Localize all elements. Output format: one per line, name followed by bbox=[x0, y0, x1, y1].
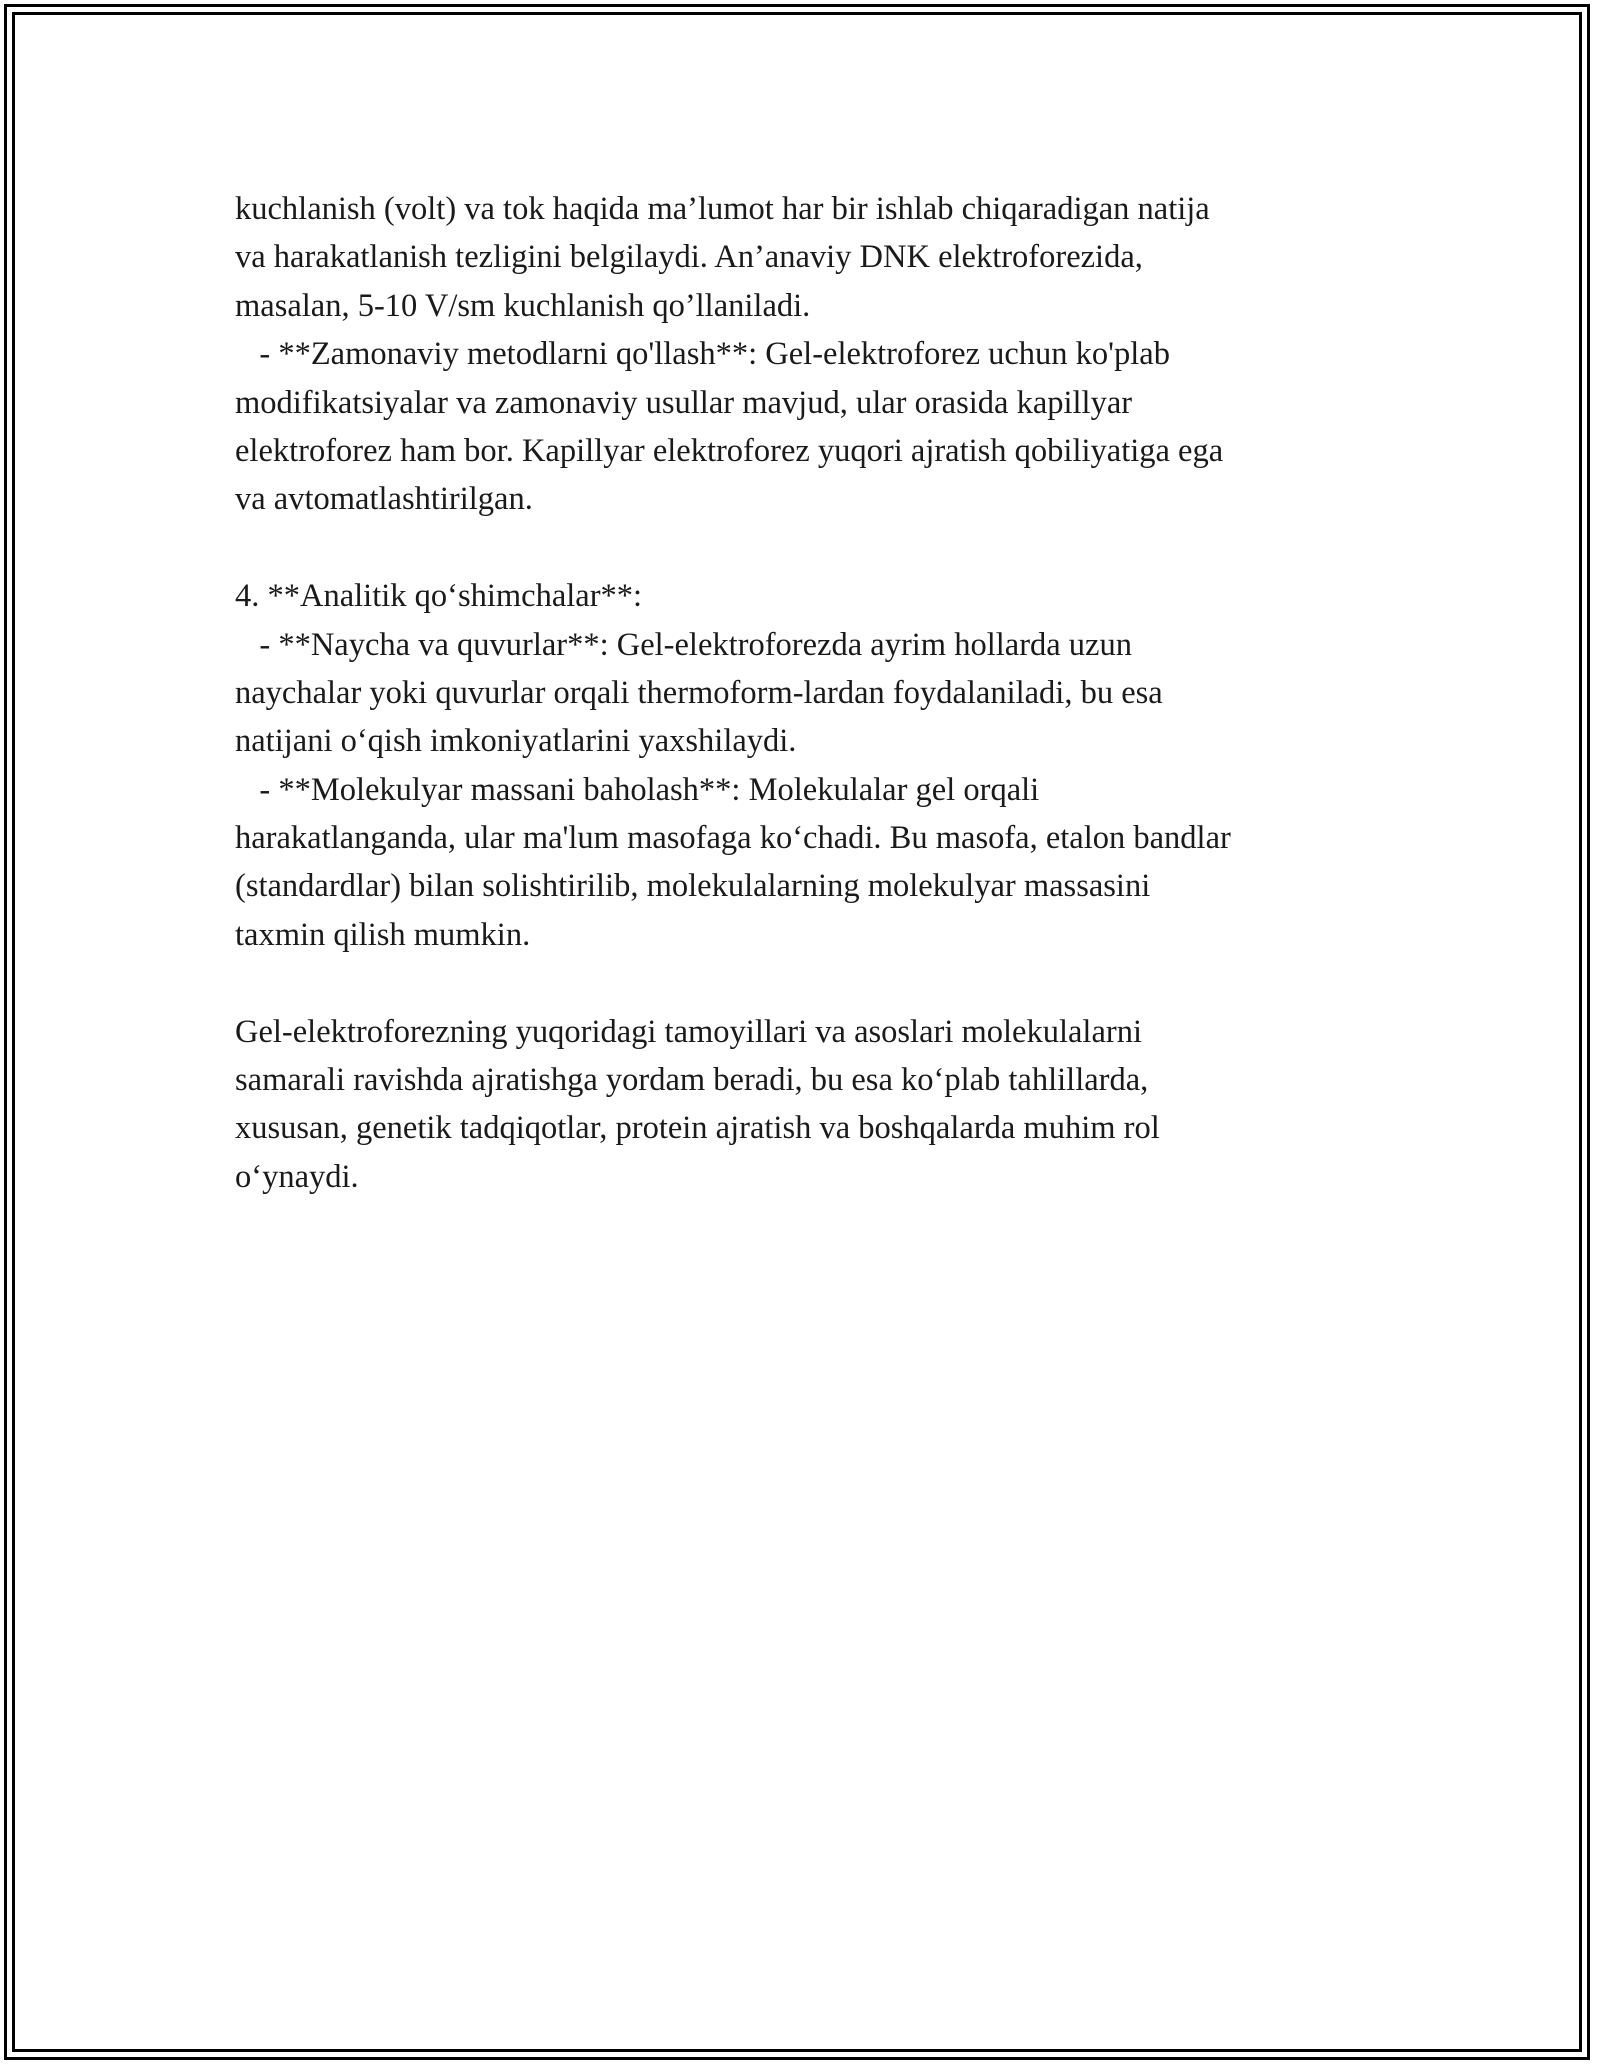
text-line: - **Zamonaviy metodlarni qo'llash**: Gel-elektroforez uchun ko'plab bbox=[235, 336, 1170, 373]
section-heading-line: 4. **Analitik qo‘shimchalar**: bbox=[235, 578, 643, 615]
text-line: kuchlanish (volt) va tok haqida ma’lumot har bir ishlab chiqaradigan natija bbox=[235, 191, 1210, 227]
text-line: o‘ynaydi. bbox=[235, 1158, 359, 1195]
paragraph-conclusion bbox=[235, 1008, 1395, 1202]
text-line: masalan, 5-10 V/sm kuchlanish qo’llaniladi. bbox=[235, 287, 811, 324]
paragraph-spacer bbox=[235, 524, 1395, 572]
text-line: samarali ravishda ajratishga yordam beradi, bu esa ko‘plab tahlillarda, bbox=[235, 1062, 1149, 1099]
text-line: modifikatsiyalar va zamonaviy usullar mavjud, ular orasida kapillyar bbox=[235, 384, 1133, 421]
text-line: va harakatlanish tezligini belgilaydi. An’anaviy DNK elektroforezida, bbox=[235, 239, 1143, 276]
paragraph-analytic-additions bbox=[235, 572, 1395, 959]
text-line: Gel-elektroforezning yuqoridagi tamoyillari va asoslari molekulalarni bbox=[235, 1013, 1142, 1050]
document-body bbox=[235, 185, 1395, 1201]
text-line: naychalar yoki quvurlar orqali thermoform-lardan foydalaniladi, bu esa bbox=[235, 674, 1163, 711]
text-line: taxmin qilish mumkin. bbox=[235, 916, 531, 953]
text-line: - **Naycha va quvurlar**: Gel-elektroforezda ayrim hollarda uzun bbox=[235, 626, 1132, 663]
text-line: elektroforez ham bor. Kapillyar elektroforez yuqori ajratish qobiliyatiga ega bbox=[235, 432, 1224, 469]
text-line: (standardlar) bilan solishtirilib, molekulalarning molekulyar massasini bbox=[235, 868, 1151, 905]
paragraph-voltage-and-modern-methods bbox=[235, 185, 1395, 524]
text-line: va avtomatlashtirilgan. bbox=[235, 481, 533, 518]
paragraph-spacer bbox=[235, 959, 1395, 1007]
text-line: xususan, genetik tadqiqotlar, protein ajratish va boshqalarda muhim rol bbox=[235, 1110, 1160, 1147]
text-line: harakatlanganda, ular ma'lum masofaga ko‘chadi. Bu masofa, etalon bandlar bbox=[235, 820, 1231, 857]
text-line: - **Molekulyar massani baholash**: Molekulalar gel orqali bbox=[235, 771, 1040, 808]
text-line: natijani o‘qish imkoniyatlarini yaxshilaydi. bbox=[235, 723, 797, 760]
